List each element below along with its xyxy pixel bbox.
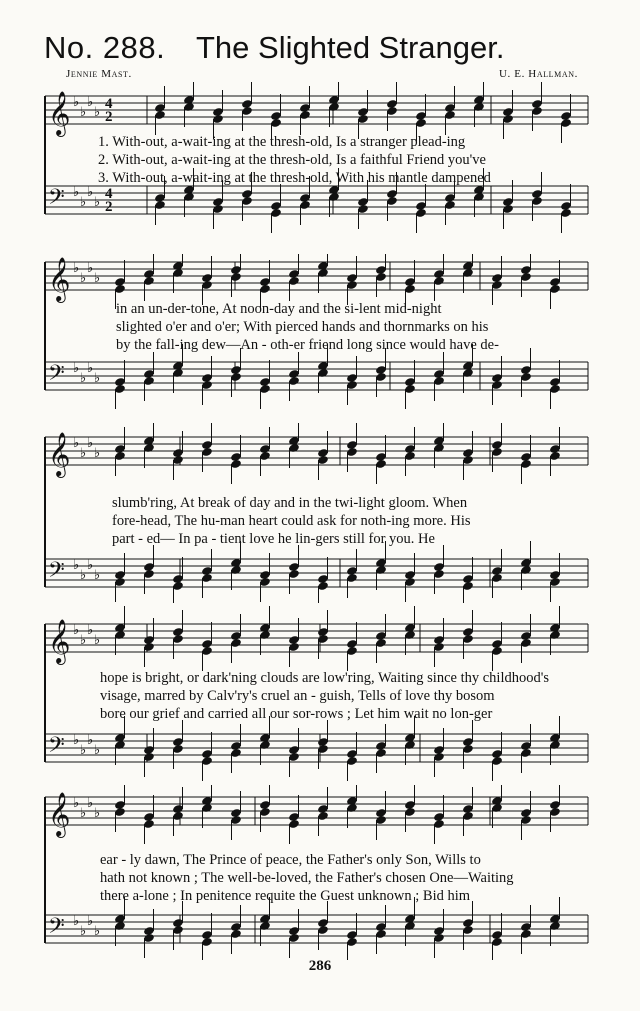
svg-text:♭: ♭ [94, 924, 101, 939]
svg-text:♭: ♭ [73, 436, 80, 451]
svg-text:♭: ♭ [87, 436, 94, 451]
lyric-verse-3: 3. With-out, a-wait-ing at the thresh-old, With his mantle dampened [98, 170, 491, 186]
svg-text:♭: ♭ [94, 633, 101, 648]
svg-text:𝄢: 𝄢 [48, 914, 65, 944]
lyric-verse-1: ear - ly dawn, The Prince of peace, the Father's only Son, Wills to [100, 852, 481, 868]
lyric-verse-3: by the fall-ing dew—An - oth-er friend long since would have de- [116, 337, 499, 353]
svg-text:♭: ♭ [87, 185, 94, 200]
svg-text:♭: ♭ [73, 361, 80, 376]
lyrics-block [112, 494, 612, 548]
svg-text:♭: ♭ [73, 185, 80, 200]
svg-text:𝄢: 𝄢 [48, 361, 65, 391]
svg-text:♭: ♭ [73, 796, 80, 811]
svg-text:♭: ♭ [80, 371, 87, 386]
svg-text:♭: ♭ [73, 914, 80, 929]
music-system-5 [0, 785, 640, 960]
music-system-1 [0, 82, 640, 272]
lyrics-block [100, 851, 600, 905]
svg-text:♭: ♭ [80, 633, 87, 648]
svg-text:♭: ♭ [94, 568, 101, 583]
lyrics-block [98, 133, 598, 187]
svg-text:♭: ♭ [80, 105, 87, 120]
svg-text:♭: ♭ [94, 105, 101, 120]
svg-text:♭: ♭ [80, 446, 87, 461]
music-system-2 [0, 254, 640, 424]
svg-text:♭: ♭ [80, 806, 87, 821]
svg-text:♭: ♭ [80, 743, 87, 758]
svg-text:♭: ♭ [80, 271, 87, 286]
lyric-verse-1: 1. With-out, a-wait-ing at the thresh-old, Is a stranger plead-ing [98, 134, 466, 150]
lyric-verse-3: bore our grief and carried all our sor-rows ; Let him wait no lon-ger [100, 706, 493, 722]
lyric-verse-3: part - ed— In pa - tient love he lin-gers still for you. He [112, 531, 435, 547]
lyric-verse-2: 2. With-out, a-wait-ing at the thresh-old, Is a faithful Friend you've [98, 152, 486, 168]
lyric-verse-2: fore-head, The hu-man heart could ask for noth-ing more. His [112, 513, 471, 529]
hymn-header [0, 0, 640, 90]
lyric-verse-2: slighted o'er and o'er; With pierced hands and thornmarks on his [116, 319, 489, 335]
hymn-title: The Slighted Stranger. [196, 30, 505, 65]
svg-text:♭: ♭ [80, 568, 87, 583]
svg-text:♭: ♭ [94, 195, 101, 210]
svg-text:♭: ♭ [80, 195, 87, 210]
lyric-verse-1: hope is bright, or dark'ning clouds are low'ring, Waiting since thy childhood's [100, 670, 549, 686]
svg-text:2: 2 [105, 109, 113, 125]
svg-text:𝄢: 𝄢 [48, 558, 65, 588]
lyric-verse-3: there a-lone ; In penitence requite the Guest unknown ; Bid him [100, 888, 471, 904]
svg-text:♭: ♭ [73, 623, 80, 638]
music-system-4 [0, 604, 640, 784]
svg-text:♭: ♭ [87, 914, 94, 929]
music-system-3 [0, 423, 640, 603]
page-number: 286 [308, 958, 332, 974]
lyric-verse-1: slumb'ring, At break of day and in the twi-light gloom. When [112, 495, 468, 511]
svg-text:𝄞: 𝄞 [48, 257, 71, 301]
svg-text:𝄢: 𝄢 [48, 733, 65, 763]
svg-text:♭: ♭ [73, 261, 80, 276]
lyrics-block [116, 300, 616, 354]
svg-text:𝄞: 𝄞 [48, 91, 71, 135]
svg-text:♭: ♭ [87, 796, 94, 811]
svg-text:♭: ♭ [87, 558, 94, 573]
lyric-verse-2: visage, marred by Calv'ry's cruel an - guish, Tells of love thy bosom [100, 688, 495, 704]
svg-text:4: 4 [105, 96, 113, 112]
svg-text:𝄞: 𝄞 [48, 619, 71, 663]
svg-text:♭: ♭ [73, 733, 80, 748]
svg-text:2: 2 [105, 199, 113, 215]
svg-text:𝄞: 𝄞 [48, 432, 71, 476]
svg-text:♭: ♭ [87, 261, 94, 276]
lyricist-credit: Jennie Mast. [66, 68, 132, 80]
svg-text:♭: ♭ [80, 924, 87, 939]
hymn-number: No. 288. [44, 30, 166, 65]
svg-text:♭: ♭ [94, 743, 101, 758]
svg-text:♭: ♭ [87, 95, 94, 110]
svg-text:♭: ♭ [87, 733, 94, 748]
svg-text:♭: ♭ [73, 558, 80, 573]
svg-text:♭: ♭ [94, 446, 101, 461]
svg-text:♭: ♭ [87, 361, 94, 376]
lyrics-block [100, 669, 600, 723]
svg-text:𝄞: 𝄞 [48, 792, 71, 836]
composer-credit: U. E. Hallman. [499, 68, 578, 80]
svg-text:♭: ♭ [94, 371, 101, 386]
lyric-verse-2: hath not known ; The well-be-loved, the Father's chosen One—Waiting [100, 870, 514, 886]
svg-text:♭: ♭ [87, 623, 94, 638]
lyric-verse-1: in an un-der-tone, At noon-day and the si-lent mid-night [116, 301, 442, 317]
svg-text:𝄢: 𝄢 [48, 185, 65, 215]
svg-text:♭: ♭ [73, 95, 80, 110]
svg-text:♭: ♭ [94, 271, 101, 286]
svg-text:4: 4 [105, 186, 113, 202]
svg-text:♭: ♭ [94, 806, 101, 821]
